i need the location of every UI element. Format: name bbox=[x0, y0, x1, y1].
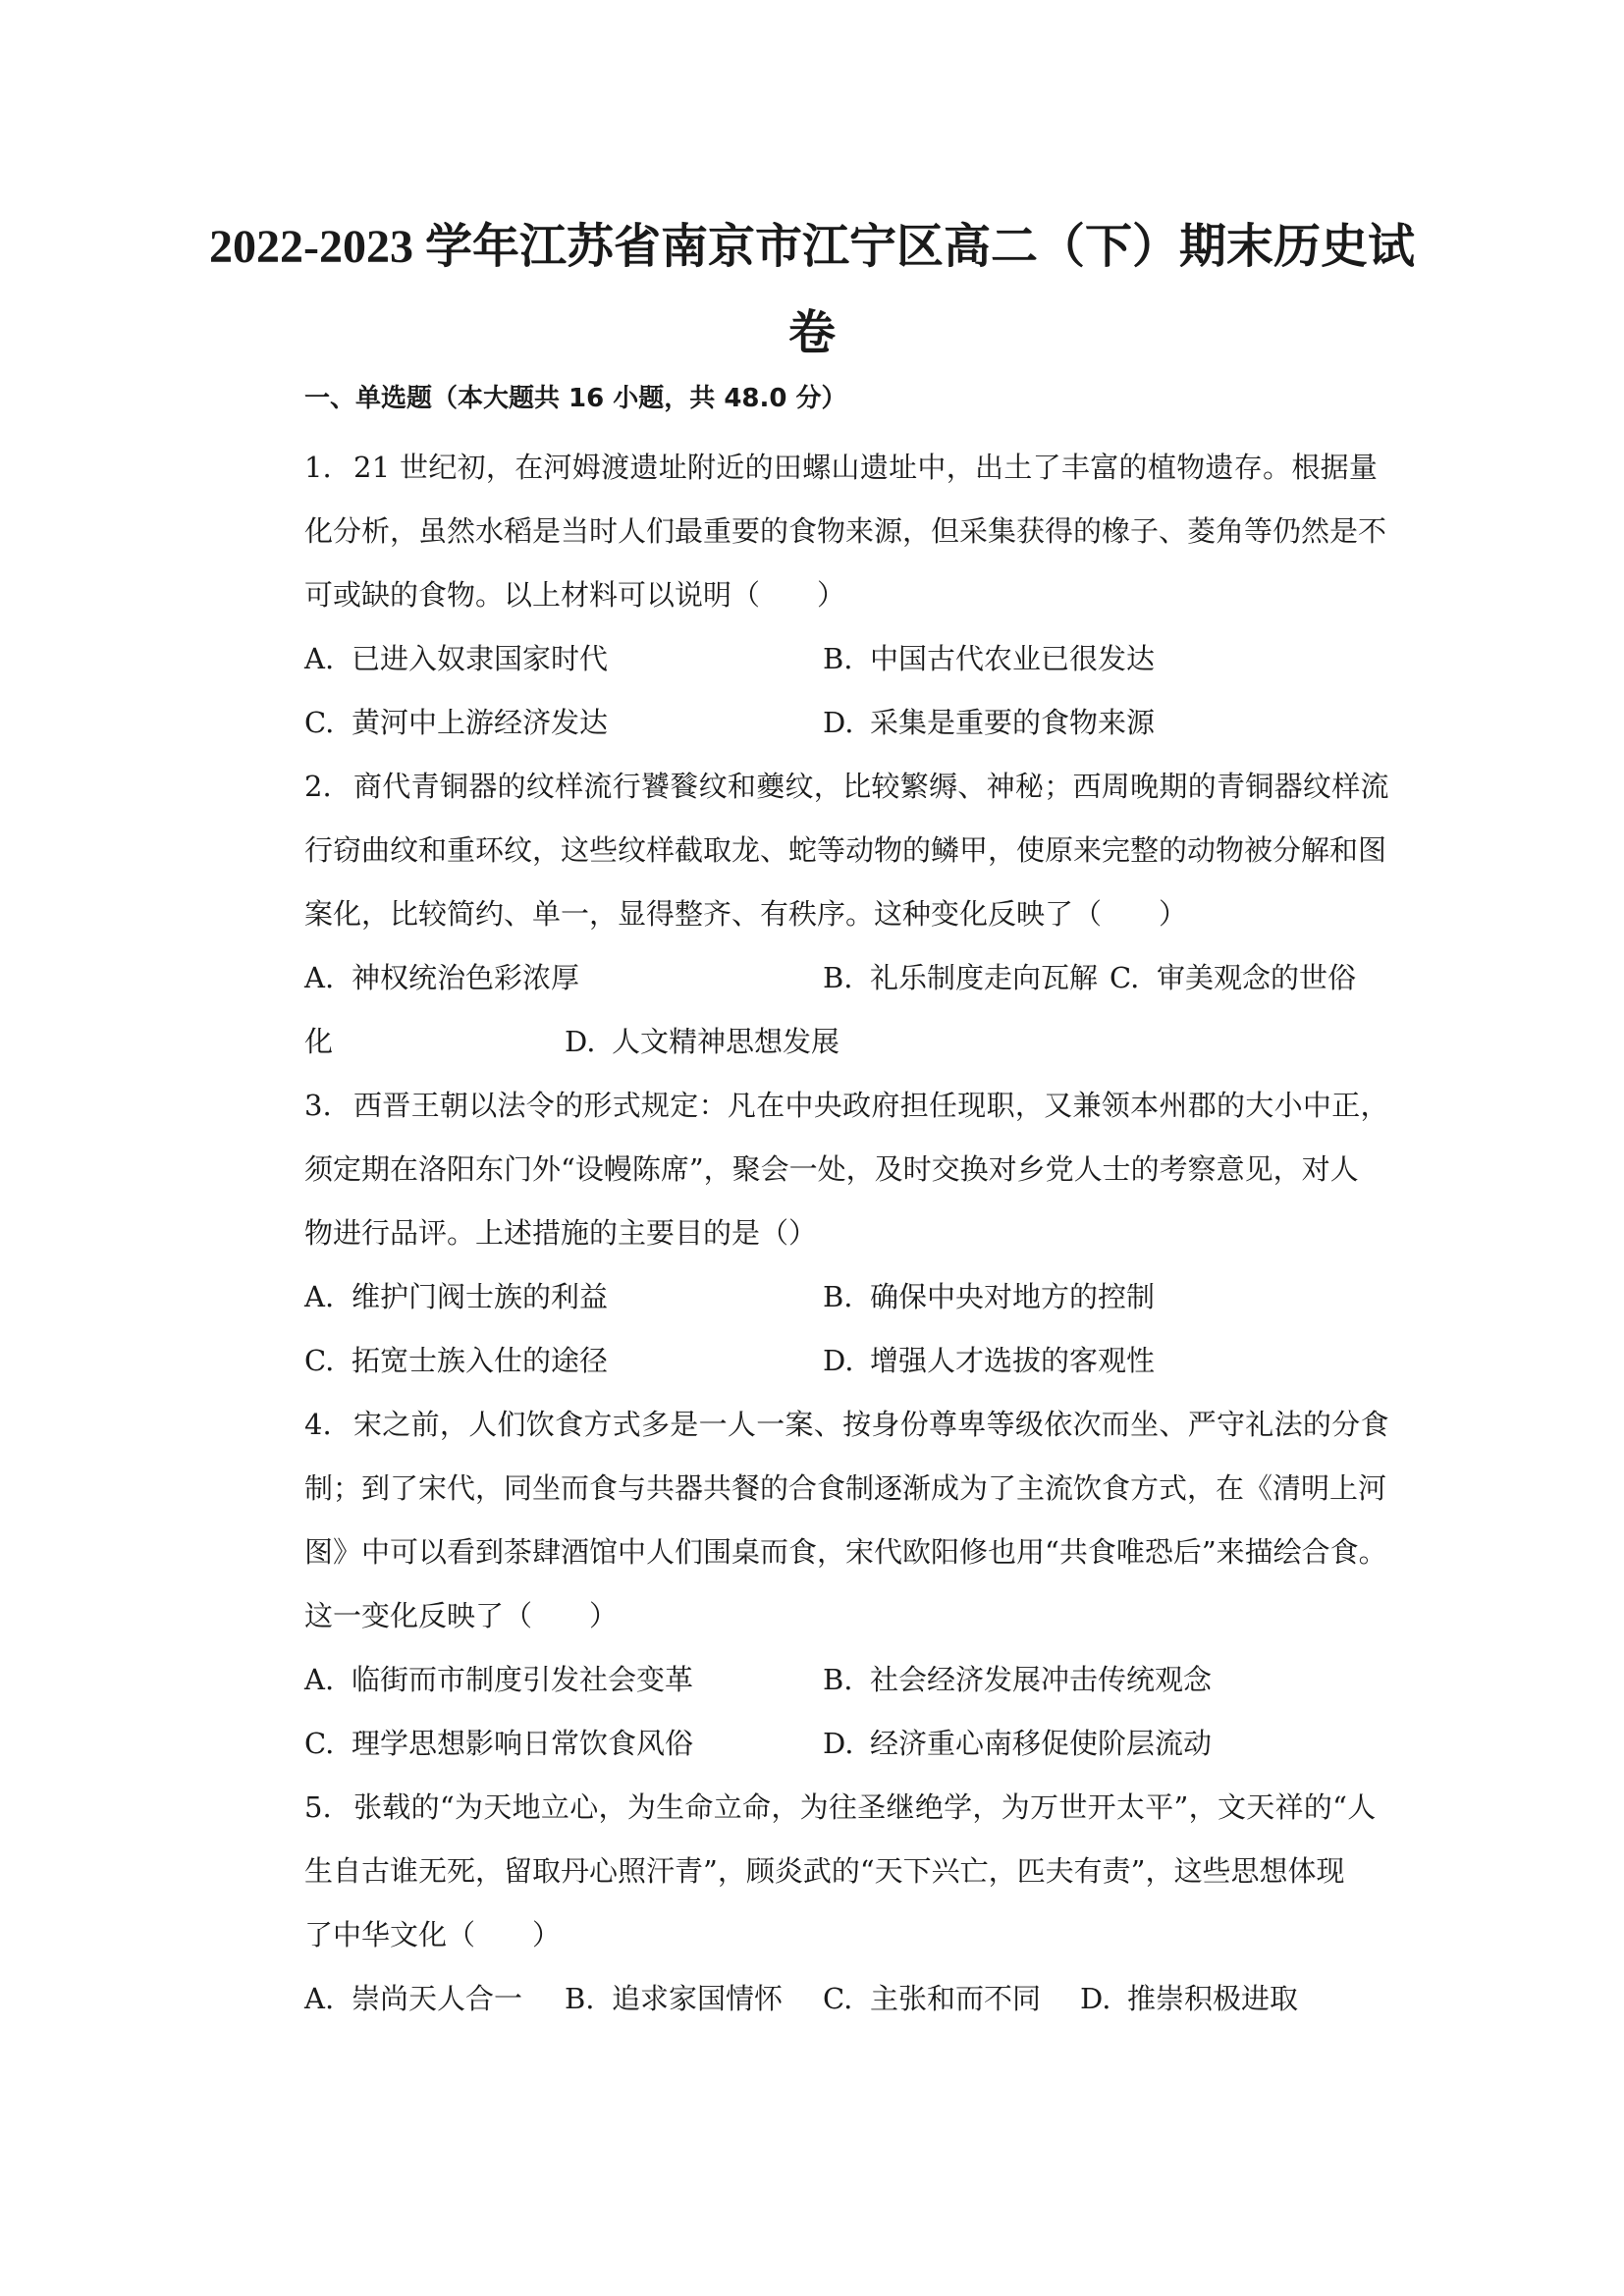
question-2-line-2: 行窃曲纹和重环纹，这些纹样截取龙、蛇等动物的鳞甲，使原来完整的动物被分解和图 bbox=[304, 833, 1387, 867]
question-5-line-2: 生自古谁无死，留取丹心照汗青”，顾炎武的“天下兴亡，匹夫有责”，这些思想体现 bbox=[304, 1854, 1345, 1888]
option-text: 中国古代农业已很发达 bbox=[870, 642, 1156, 675]
option-text: 审美观念的世俗 bbox=[1157, 961, 1357, 994]
option-text: 推崇积极进取 bbox=[1127, 1982, 1299, 2015]
option-text: 增强人才选拔的客观性 bbox=[870, 1344, 1156, 1377]
question-1-option-d[interactable] bbox=[823, 706, 1156, 739]
question-stem-text: 西晋王朝以法令的形式规定：凡在中央政府担任现职，又兼领本州郡的大小中正， bbox=[353, 1089, 1389, 1122]
option-label: B. bbox=[823, 1280, 853, 1313]
option-text: 维护门阀士族的利益 bbox=[352, 1280, 609, 1313]
question-3-option-c[interactable] bbox=[304, 1344, 609, 1377]
option-label: A. bbox=[304, 1663, 335, 1696]
question-5-option-a[interactable] bbox=[304, 1982, 523, 2015]
option-label: D. bbox=[1080, 1982, 1111, 2015]
question-4-line-2: 制；到了宋代，同坐而食与共器共餐的合食制逐渐成为了主流饮食方式，在《清明上河 bbox=[304, 1471, 1387, 1505]
question-3-option-b[interactable] bbox=[823, 1280, 1156, 1313]
question-number: 5. bbox=[304, 1790, 332, 1824]
option-label: D. bbox=[823, 1727, 854, 1760]
option-label: C. bbox=[1110, 961, 1140, 994]
question-5-option-b[interactable] bbox=[565, 1982, 784, 2015]
option-label: B. bbox=[565, 1982, 595, 2015]
question-3-line-2: 须定期在洛阳东门外“设幔陈席”，聚会一处，及时交换对乡党人士的考察意见，对人 bbox=[304, 1152, 1359, 1186]
option-label: D. bbox=[823, 706, 854, 739]
option-label: B. bbox=[823, 961, 853, 994]
option-label: C. bbox=[304, 706, 335, 739]
question-stem-text: 商代青铜器的纹样流行饕餮纹和夔纹，比较繁缛、神秘；西周晚期的青铜器纹样流 bbox=[353, 770, 1389, 803]
option-text: 追求家国情怀 bbox=[612, 1982, 784, 2015]
question-1-option-b[interactable] bbox=[823, 642, 1156, 675]
question-3-option-d[interactable] bbox=[823, 1344, 1156, 1377]
question-2-option-b[interactable] bbox=[823, 961, 1099, 994]
question-stem-text: 张载的“为天地立心，为生命立命，为往圣继绝学，为万世开太平”，文天祥的“人 bbox=[353, 1790, 1377, 1824]
question-2-option-d[interactable] bbox=[565, 1025, 840, 1058]
option-text: 拓宽士族入仕的途径 bbox=[352, 1344, 609, 1377]
exam-title-line-1: 2022-2023 学年江苏省南京市江宁区高二（下）期末历史试 bbox=[209, 221, 1415, 273]
question-3-line-3: 物进行品评。上述措施的主要目的是（） bbox=[304, 1216, 818, 1250]
question-3-option-a[interactable] bbox=[304, 1280, 609, 1313]
question-4-line-4: 这一变化反映了（ ） bbox=[304, 1599, 619, 1632]
option-label: B. bbox=[823, 642, 853, 675]
option-label: A. bbox=[304, 1982, 335, 2015]
question-number: 2. bbox=[304, 770, 332, 803]
question-stem-text: 宋之前，人们饮食方式多是一人一案、按身份尊卑等级依次而坐、严守礼法的分食 bbox=[353, 1408, 1389, 1441]
question-1-option-a[interactable] bbox=[304, 642, 609, 675]
option-text: 礼乐制度走向瓦解 bbox=[870, 961, 1099, 994]
question-2-option-c-continued: 化 bbox=[304, 1025, 334, 1058]
option-text: 已进入奴隶国家时代 bbox=[352, 642, 609, 675]
question-2-option-a[interactable] bbox=[304, 961, 580, 994]
option-label: C. bbox=[823, 1982, 853, 2015]
option-label: D. bbox=[565, 1025, 596, 1058]
question-stem-text: 21 世纪初，在河姆渡遗址附近的田螺山遗址中，出土了丰富的植物遗存。根据量 bbox=[353, 451, 1379, 484]
question-number: 4. bbox=[304, 1408, 332, 1441]
question-4-line-3: 图》中可以看到茶肆酒馆中人们围桌而食，宋代欧阳修也用“共食唯恐后”来描绘合食。 bbox=[304, 1535, 1387, 1569]
question-1-line-2: 化分析，虽然水稻是当时人们最重要的食物来源，但采集获得的橡子、菱角等仍然是不 bbox=[304, 514, 1387, 548]
option-text: 黄河中上游经济发达 bbox=[352, 706, 609, 739]
question-4-line-1 bbox=[304, 1408, 1389, 1441]
question-2-line-3: 案化，比较简约、单一，显得整齐、有秩序。这种变化反映了（ ） bbox=[304, 897, 1188, 931]
question-number: 3. bbox=[304, 1089, 332, 1122]
option-text: 采集是重要的食物来源 bbox=[870, 706, 1156, 739]
option-text: 神权统治色彩浓厚 bbox=[352, 961, 580, 994]
option-text: 理学思想影响日常饮食风俗 bbox=[352, 1727, 694, 1760]
option-label: D. bbox=[823, 1344, 854, 1377]
question-5-option-d[interactable] bbox=[1080, 1982, 1299, 2015]
question-5-option-c[interactable] bbox=[823, 1982, 1042, 2015]
question-4-option-a[interactable] bbox=[304, 1663, 694, 1696]
question-4-option-b[interactable] bbox=[823, 1663, 1213, 1696]
option-text: 经济重心南移促使阶层流动 bbox=[870, 1727, 1213, 1760]
question-2-option-c[interactable] bbox=[1110, 961, 1357, 994]
question-number: 1. bbox=[304, 451, 332, 484]
question-5-line-3: 了中华文化（ ） bbox=[304, 1918, 562, 1951]
option-text: 临街而市制度引发社会变革 bbox=[352, 1663, 694, 1696]
question-1-line-1 bbox=[304, 451, 1379, 484]
question-1-option-c[interactable] bbox=[304, 706, 609, 739]
option-text: 主张和而不同 bbox=[870, 1982, 1042, 2015]
question-2-line-1 bbox=[304, 770, 1389, 803]
option-label: C. bbox=[304, 1727, 335, 1760]
option-text: 崇尚天人合一 bbox=[352, 1982, 523, 2015]
option-text: 社会经济发展冲击传统观念 bbox=[870, 1663, 1213, 1696]
option-text: 人文精神思想发展 bbox=[612, 1025, 840, 1058]
option-label: C. bbox=[304, 1344, 335, 1377]
question-4-option-c[interactable] bbox=[304, 1727, 694, 1760]
question-4-option-d[interactable] bbox=[823, 1727, 1213, 1760]
question-5-line-1 bbox=[304, 1790, 1377, 1824]
option-label: B. bbox=[823, 1663, 853, 1696]
question-1-line-3: 可或缺的食物。以上材料可以说明（ ） bbox=[304, 578, 846, 612]
option-label: A. bbox=[304, 961, 335, 994]
exam-title-line-2: 卷 bbox=[787, 307, 836, 359]
question-3-line-1 bbox=[304, 1089, 1389, 1122]
option-text: 确保中央对地方的控制 bbox=[870, 1280, 1156, 1313]
section-header: 一、单选题（本大题共 16 小题，共 48.0 分） bbox=[304, 384, 847, 413]
option-label: A. bbox=[304, 1280, 335, 1313]
option-label: A. bbox=[304, 642, 335, 675]
